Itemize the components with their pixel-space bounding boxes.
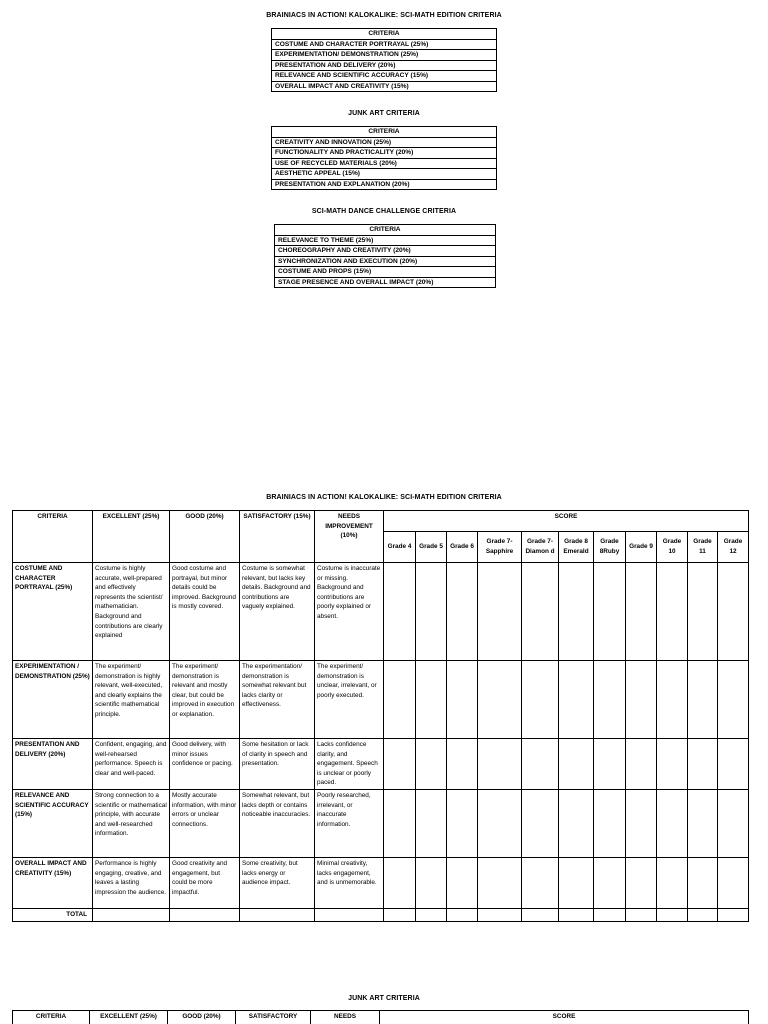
excellent-cell: Performance is highly engaging, creative, and leaves a lasting impression the audience. [93, 857, 170, 908]
score-cell[interactable] [416, 563, 447, 661]
total-score-cell[interactable] [657, 908, 688, 921]
score-cell[interactable] [416, 857, 447, 908]
needs-improvement-cell: Poorly researched, irrelevant, or inaccurate information. [315, 789, 384, 857]
total-score-cell[interactable] [594, 908, 626, 921]
good-cell: Good creativity and engagement, but could be more impactful. [170, 857, 240, 908]
criteria-row: STAGE PRESENCE AND OVERALL IMPACT (20%) [275, 277, 496, 288]
score-cell[interactable] [626, 789, 657, 857]
criteria-row: RELEVANCE TO THEME (25%) [275, 235, 496, 246]
criteria-row: CREATIVITY AND INNOVATION (25%) [272, 137, 497, 148]
score-cell[interactable] [594, 739, 626, 790]
score-cell[interactable] [478, 789, 522, 857]
grade-header: Grade 10 [657, 532, 688, 563]
score-cell[interactable] [416, 739, 447, 790]
total-score-cell[interactable] [626, 908, 657, 921]
table-row [13, 789, 749, 857]
criteria-row: EXPERIMENTATION/ DEMONSTRATION (25%) [272, 50, 497, 61]
score-cell[interactable] [447, 563, 478, 661]
score-cell[interactable] [718, 789, 749, 857]
grade-header: Grade 4 [384, 532, 416, 563]
score-cell[interactable] [657, 789, 688, 857]
excellent-cell: Strong connection to a scientific or mathematical principle, with accurate and well-researched information. [93, 789, 170, 857]
needs-improvement-cell: The experiment/ demonstration is unclear, irrelevant, or poorly executed. [315, 661, 384, 739]
table-row [13, 739, 749, 790]
total-score-cell[interactable] [718, 908, 749, 921]
needs-improvement-cell: Costume is inaccurate or missing. Background and contributions are poorly explained or absent. [315, 563, 384, 661]
total-score-cell[interactable] [688, 908, 718, 921]
grade-header: Grade 7- Sapphire [478, 532, 522, 563]
grade-header: Grade 12 [718, 532, 749, 563]
grade-header: Grade 7- Diamon d [522, 532, 559, 563]
total-score-cell[interactable] [522, 908, 559, 921]
score-cell[interactable] [594, 661, 626, 739]
score-cell[interactable] [594, 857, 626, 908]
score-cell[interactable] [718, 563, 749, 661]
total-score-cell[interactable] [478, 908, 522, 921]
score-cell[interactable] [522, 739, 559, 790]
criteria-table-kalokalike [271, 28, 497, 92]
criteria-cell: COSTUME AND CHARACTER PORTRAYAL (25%) [13, 563, 93, 661]
score-cell[interactable] [718, 857, 749, 908]
section-title-junk-art: JUNK ART CRITERIA [348, 110, 420, 117]
needs-improvement-cell: Minimal creativity, lacks engagement, and is unmemorable. [315, 857, 384, 908]
score-cell[interactable] [626, 661, 657, 739]
good-cell: Good delivery, with minor issues confidence or pacing. [170, 739, 240, 790]
criteria-table-dance [274, 224, 496, 288]
score-cell[interactable] [522, 857, 559, 908]
grade-header: Grade 8 Emerald [559, 532, 594, 563]
score-cell[interactable] [688, 739, 718, 790]
criteria-row: COSTUME AND CHARACTER PORTRAYAL (25%) [272, 39, 497, 50]
junk-rubric-table [12, 1010, 749, 1024]
total-score-cell[interactable] [559, 908, 594, 921]
total-empty-cell [93, 908, 170, 921]
total-empty-cell [315, 908, 384, 921]
criteria-cell: OVERALL IMPACT AND CREATIVITY (15%) [13, 857, 93, 908]
good-cell: Good costume and portrayal, but minor details could be improved. Background is mostly covered. [170, 563, 240, 661]
criteria-row: USE OF RECYCLED MATERIALS (20%) [272, 158, 497, 169]
criteria-row: SYNCHRONIZATION AND EXECUTION (20%) [275, 256, 496, 267]
score-cell[interactable] [657, 739, 688, 790]
total-row [13, 908, 749, 921]
header-satisfactory: SATISFACTORY [236, 1011, 311, 1024]
score-cell[interactable] [559, 857, 594, 908]
criteria-row: RELEVANCE AND SCIENTIFIC ACCURACY (15%) [272, 71, 497, 82]
score-cell[interactable] [559, 563, 594, 661]
score-cell[interactable] [626, 739, 657, 790]
total-label: TOTAL [13, 908, 93, 921]
header-score: SCORE [384, 511, 749, 532]
score-cell[interactable] [718, 739, 749, 790]
score-cell[interactable] [626, 857, 657, 908]
score-cell[interactable] [522, 563, 559, 661]
score-cell[interactable] [559, 661, 594, 739]
criteria-cell: RELEVANCE AND SCIENTIFIC ACCURACY (15%) [13, 789, 93, 857]
excellent-cell: Confident, engaging, and well-rehearsed performance. Speech is clear and well-paced. [93, 739, 170, 790]
total-empty-cell [170, 908, 240, 921]
table-row [13, 661, 749, 739]
satisfactory-cell: The experimentation/ demonstration is somewhat relevant but lacks clarity or effectiveness. [240, 661, 315, 739]
criteria-row: PRESENTATION AND DELIVERY (20%) [272, 60, 497, 71]
rubric-title: BRAINIACS IN ACTION! KALOKALIKE: SCI-MATH EDITION CRITERIA [266, 494, 502, 501]
rubric-table [12, 510, 749, 922]
criteria-cell: EXPERIMENTATION / DEMONSTRATION (25%) [13, 661, 93, 739]
grade-header: Grade 11 [688, 532, 718, 563]
score-cell[interactable] [522, 661, 559, 739]
criteria-header: CRITERIA [275, 225, 496, 236]
score-cell[interactable] [478, 563, 522, 661]
score-cell[interactable] [657, 661, 688, 739]
excellent-cell: The experiment/ demonstration is highly relevant, well-executed, and clearly explains the scientific mathematical principle. [93, 661, 170, 739]
satisfactory-cell: Some hesitation or lack of clarity in speech and presentation. [240, 739, 315, 790]
total-score-cell[interactable] [416, 908, 447, 921]
score-cell[interactable] [416, 661, 447, 739]
score-cell[interactable] [594, 789, 626, 857]
score-cell[interactable] [688, 789, 718, 857]
satisfactory-cell: Somewhat relevant, but lacks depth or contains noticeable inaccuracies. [240, 789, 315, 857]
score-cell[interactable] [657, 563, 688, 661]
criteria-row: COSTUME AND PROPS (15%) [275, 267, 496, 278]
header-good: GOOD (20%) [170, 511, 240, 563]
score-cell[interactable] [384, 563, 416, 661]
header-criteria: CRITERIA [13, 1011, 90, 1024]
score-cell[interactable] [522, 789, 559, 857]
header-excellent: EXCELLENT (25%) [90, 1011, 168, 1024]
score-cell[interactable] [559, 739, 594, 790]
score-cell[interactable] [688, 857, 718, 908]
score-cell[interactable] [384, 739, 416, 790]
score-cell[interactable] [447, 661, 478, 739]
header-needs-improvement: NEEDS IMPROVEMENT (10%) [315, 511, 384, 563]
criteria-row: AESTHETIC APPEAL (15%) [272, 169, 497, 180]
criteria-cell: PRESENTATION AND DELIVERY (20%) [13, 739, 93, 790]
score-cell[interactable] [626, 563, 657, 661]
criteria-row: PRESENTATION AND EXPLANATION (20%) [272, 179, 497, 190]
header-criteria: CRITERIA [13, 511, 93, 563]
criteria-table-junk-art [271, 126, 497, 190]
header-good: GOOD (20%) [168, 1011, 236, 1024]
grade-header: Grade 5 [416, 532, 447, 563]
score-cell[interactable] [688, 661, 718, 739]
good-cell: Mostly accurate information, with minor errors or unclear connections. [170, 789, 240, 857]
score-cell[interactable] [478, 857, 522, 908]
table-row [13, 857, 749, 908]
total-score-cell[interactable] [447, 908, 478, 921]
total-score-cell[interactable] [384, 908, 416, 921]
score-cell[interactable] [594, 563, 626, 661]
score-cell[interactable] [384, 857, 416, 908]
excellent-cell: Costume is highly accurate, well-prepared and effectively represents the scientist/ mathematician. Background and contributions are clearly explained [93, 563, 170, 661]
score-cell[interactable] [416, 789, 447, 857]
table-row [13, 563, 749, 661]
header-score: SCORE [380, 1011, 749, 1024]
total-empty-cell [240, 908, 315, 921]
grade-header: Grade 8Ruby [594, 532, 626, 563]
score-cell[interactable] [478, 661, 522, 739]
criteria-row: OVERALL IMPACT AND CREATIVITY (15%) [272, 81, 497, 92]
criteria-header: CRITERIA [272, 29, 497, 40]
satisfactory-cell: Costume is somewhat relevant, but lacks key details. Background and contributions are vaguely explained. [240, 563, 315, 661]
good-cell: The experiment/ demonstration is relevant and mostly clear, but could be improved in execution or explanation. [170, 661, 240, 739]
section-title-dance: SCI-MATH DANCE CHALLENGE CRITERIA [311, 208, 457, 215]
needs-improvement-cell: Lacks confidence clarity, and engagement. Speech is unclear or poorly paced. [315, 739, 384, 790]
score-cell[interactable] [447, 789, 478, 857]
score-cell[interactable] [384, 789, 416, 857]
header-needs-improvement: NEEDS [311, 1011, 380, 1024]
grade-header: Grade 9 [626, 532, 657, 563]
criteria-row: FUNCTIONALITY AND PRACTICALITY (20%) [272, 148, 497, 159]
score-cell[interactable] [478, 739, 522, 790]
score-cell[interactable] [657, 857, 688, 908]
header-excellent: EXCELLENT (25%) [93, 511, 170, 563]
section-title-kalokalike: BRAINIACS IN ACTION! KALOKALIKE: SCI-MATH EDITION CRITERIA [266, 12, 502, 19]
criteria-row: CHOREOGRAPHY AND CREATIVITY (20%) [275, 246, 496, 257]
satisfactory-cell: Some creativity, but lacks energy or audience impact. [240, 857, 315, 908]
score-cell[interactable] [447, 739, 478, 790]
score-cell[interactable] [718, 661, 749, 739]
score-cell[interactable] [384, 661, 416, 739]
grade-header: Grade 6 [447, 532, 478, 563]
header-satisfactory: SATISFACTORY (15%) [240, 511, 315, 563]
junk-rubric-title: JUNK ART CRITERIA [348, 995, 420, 1002]
score-cell[interactable] [447, 857, 478, 908]
score-cell[interactable] [559, 789, 594, 857]
score-cell[interactable] [688, 563, 718, 661]
criteria-header: CRITERIA [272, 127, 497, 138]
